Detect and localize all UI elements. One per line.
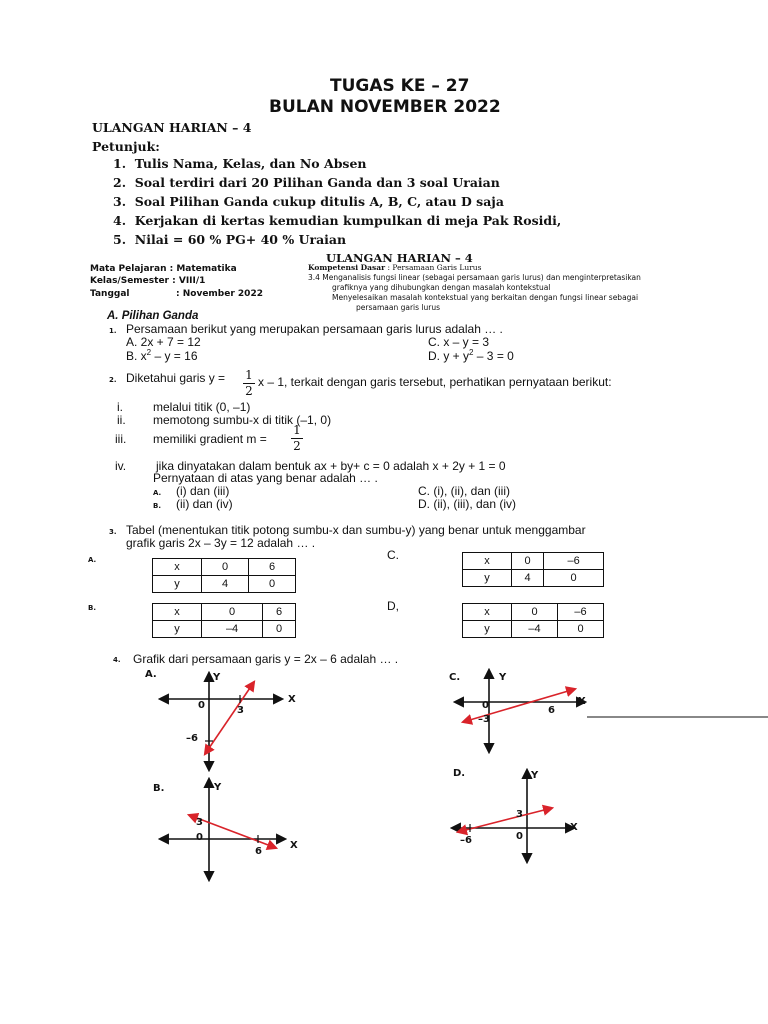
option-letter: C. [387, 548, 399, 562]
table-cell: 6 [249, 559, 296, 576]
page-subtitle: BULAN NOVEMBER 2022 [269, 97, 501, 117]
question-number: 2. [109, 376, 117, 384]
kd-text: Menyelesaikan masalah kontekstual yang berkaitan dengan fungsi linear sebagai [332, 293, 639, 302]
statement-text: jika dinyatakan dalam bentuk ax + by+ c = 0 adalah x + 2y + 1 = 0 [156, 459, 506, 473]
statement-text: memiliki gradient m = [153, 432, 267, 446]
point-label: 3 [196, 817, 203, 828]
option-b: (ii) dan (iv) [176, 497, 233, 511]
statement-num: iii. [115, 432, 127, 446]
instruction-text: Soal Pilihan Ganda cukup ditulis A, B, C, atau D saja [134, 194, 504, 209]
option-letter: B. [153, 502, 161, 510]
option-a: A. 2x + 7 = 12 [126, 335, 201, 349]
instruction-num: 3. [113, 194, 127, 209]
table-cell: –4 [202, 621, 263, 638]
subject-label: Mata Pelajaran : Matematika [90, 264, 237, 274]
instruction-num: 4. [113, 213, 127, 228]
table-cell: y [153, 576, 202, 593]
statement-text: melalui titik (0, –1) [153, 400, 251, 414]
instruction-num: 2. [113, 175, 127, 190]
table-cell: –4 [512, 621, 558, 638]
table-cell: x [463, 604, 512, 621]
table-cell: x [153, 604, 202, 621]
option-c: C. x – y = 3 [428, 335, 490, 349]
question-text: grafik garis 2x – 3y = 12 adalah … . [126, 536, 316, 550]
origin-label: 0 [482, 700, 489, 711]
table-cell: 0 [512, 604, 558, 621]
graph-option-label: B. [153, 783, 165, 794]
instruction-num: 1. [113, 156, 127, 171]
axis-label-x: X [578, 696, 586, 707]
table-cell: 0 [544, 570, 604, 587]
date-value: : November 2022 [176, 289, 263, 299]
table-cell: 0 [558, 621, 604, 638]
question-text-post: x – 1, terkait dengan garis tersebut, perhatikan pernyataan berikut: [258, 375, 612, 389]
table-cell: 4 [202, 576, 249, 593]
fraction-numerator: 1 [245, 368, 253, 382]
question-number: 1. [109, 327, 117, 335]
statement-num: iv. [115, 459, 127, 473]
axis-label-y: Y [214, 782, 222, 793]
instruction-text: Nilai = 60 % PG+ 40 % Uraian [134, 232, 347, 247]
option-b-post: – y = 16 [151, 349, 198, 363]
point-label: –6 [186, 733, 198, 744]
axis-label-y: Y [213, 672, 221, 683]
table-cell: 6 [263, 604, 296, 621]
point-label: 6 [255, 846, 262, 857]
question-number: 3. [109, 528, 117, 536]
kd-text: grafiknya yang dihubungkan dengan masalah kontekstual [332, 283, 551, 292]
option-c: C. (i), (ii), dan (iii) [418, 484, 510, 498]
table-cell: 4 [512, 570, 544, 587]
point-label: –3 [478, 714, 490, 725]
instructions-label: Petunjuk: [92, 139, 160, 154]
option-letter: A. [88, 556, 97, 564]
table-cell: x [153, 559, 202, 576]
question-text-pre: Diketahui garis y = [126, 371, 226, 385]
date-label: Tanggal [90, 289, 130, 299]
statement-num: ii. [117, 413, 126, 427]
question-number: 4. [113, 656, 121, 664]
question-text: Persamaan berikut yang merupakan persamaan garis lurus adalah … . [126, 322, 503, 336]
option-d: D. (ii), (iii), dan (iv) [418, 497, 516, 511]
axis-label-x: X [570, 822, 578, 833]
origin-label: 0 [516, 831, 523, 842]
question-text: Grafik dari persamaan garis y = 2x – 6 adalah … . [133, 652, 399, 666]
table-cell: 0 [512, 553, 544, 570]
graph-line [205, 682, 254, 754]
option-letter: A. [153, 489, 162, 497]
sheet-heading: ULANGAN HARIAN – 4 [326, 251, 473, 265]
fraction-numerator: 1 [293, 423, 301, 437]
kd-text: 3.4 Menganalisis fungsi linear (sebagai persamaan garis lurus) dan menginterpretasikan [308, 273, 641, 282]
graph-option-label: D. [453, 768, 466, 779]
table-cell: 0 [249, 576, 296, 593]
kd-label: Kompetensi Dasar [308, 263, 386, 272]
graph-b [160, 779, 285, 880]
instruction-num: 5. [113, 232, 127, 247]
option-d-sup: 2 [469, 348, 474, 357]
class-label: Kelas/Semester : VIII/1 [90, 276, 206, 286]
axis-label-y: Y [499, 672, 507, 683]
option-letter: B. [88, 604, 96, 612]
option-d-post: – 3 = 0 [473, 349, 514, 363]
option-letter: D, [387, 599, 399, 613]
kd-value: : Persamaan Garis Lurus [387, 263, 482, 272]
fraction-denominator: 2 [243, 383, 255, 398]
section-heading: A. Pilihan Ganda [107, 310, 199, 322]
table-cell: –6 [544, 553, 604, 570]
option-d-pre: D. y + y [428, 349, 470, 363]
table-cell: 0 [263, 621, 296, 638]
instruction-text: Tulis Nama, Kelas, dan No Absen [134, 156, 367, 171]
graph-a [160, 673, 282, 770]
point-label: 6 [548, 705, 555, 716]
axis-label-y: Y [531, 770, 539, 781]
instructions-heading: ULANGAN HARIAN – 4 [92, 120, 252, 135]
origin-label: 0 [196, 832, 203, 843]
option-a: (i) dan (iii) [176, 484, 230, 498]
question-text: Tabel (menentukan titik potong sumbu-x dan sumbu-y) yang benar untuk menggambar [126, 523, 586, 537]
fraction-denominator: 2 [291, 438, 303, 453]
instruction-text: Soal terdiri dari 20 Pilihan Ganda dan 3 soal Uraian [134, 175, 500, 190]
table-cell: x [463, 553, 512, 570]
option-b-sup: 2 [146, 348, 152, 357]
table-cell: y [153, 621, 202, 638]
point-label: –6 [460, 835, 472, 846]
graph-d [452, 770, 574, 862]
point-label: 3 [516, 809, 523, 820]
kd-text: persamaan garis lurus [356, 303, 440, 312]
instruction-text: Kerjakan di kertas kemudian kumpulkan di meja Pak Rosidi, [134, 213, 562, 228]
statement-num: i. [117, 400, 123, 414]
question-prompt: Pernyataan di atas yang benar adalah … . [153, 471, 378, 485]
origin-label: 0 [198, 700, 205, 711]
table-cell: y [463, 621, 512, 638]
graph-option-label: A. [145, 669, 157, 680]
option-b-pre: B. x [126, 349, 147, 363]
table-cell: y [463, 570, 512, 587]
table-cell: 0 [202, 604, 263, 621]
axis-label-x: X [288, 694, 296, 705]
table-cell: 0 [202, 559, 249, 576]
point-label: 3 [237, 705, 244, 716]
axis-label-x: X [290, 840, 298, 851]
page-title: TUGAS KE – 27 [330, 76, 470, 96]
statement-text: memotong sumbu-x di titik (–1, 0) [153, 413, 332, 427]
table-cell: –6 [558, 604, 604, 621]
graph-option-label: C. [449, 672, 461, 683]
